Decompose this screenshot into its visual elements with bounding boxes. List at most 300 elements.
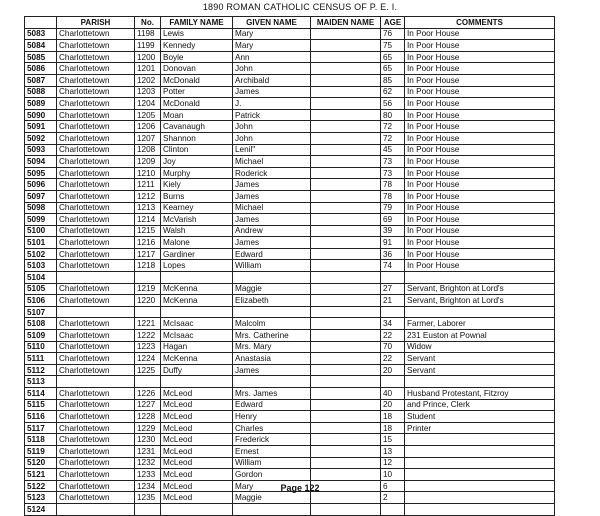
comments-cell: In Poor House <box>405 156 555 168</box>
family-name-cell: McLeod <box>161 422 233 434</box>
maiden-name-cell <box>311 434 381 446</box>
entry-number: 1203 <box>135 86 161 98</box>
maiden-name-cell <box>311 422 381 434</box>
entry-number: 1233 <box>135 469 161 481</box>
family-name-cell: Donovan <box>161 63 233 75</box>
parish-cell: Charlottetown <box>57 353 135 365</box>
entry-number: 1210 <box>135 167 161 179</box>
family-name-cell <box>161 503 233 515</box>
comments-cell: In Poor House <box>405 248 555 260</box>
entry-number: 1223 <box>135 341 161 353</box>
maiden-name-cell <box>311 283 381 295</box>
family-name-cell: Malone <box>161 237 233 249</box>
parish-cell: Charlottetown <box>57 86 135 98</box>
parish-cell: Charlottetown <box>57 156 135 168</box>
given-name-cell <box>233 376 311 388</box>
entry-number: 1235 <box>135 492 161 504</box>
given-name-cell: Mary <box>233 40 311 52</box>
given-name-cell: Patrick <box>233 109 311 121</box>
given-name-cell: Frederick <box>233 434 311 446</box>
entry-number: 1206 <box>135 121 161 133</box>
age-cell <box>381 306 405 318</box>
comments-cell: 231 Euston at Pownal <box>405 330 555 342</box>
parish-cell: Charlottetown <box>57 40 135 52</box>
given-name-cell: Mrs. James <box>233 388 311 400</box>
family-name-cell: Kennedy <box>161 40 233 52</box>
maiden-name-cell <box>311 306 381 318</box>
census-table <box>24 16 555 516</box>
given-name-cell: Maggie <box>233 492 311 504</box>
comments-cell: In Poor House <box>405 132 555 144</box>
table-row <box>25 260 555 272</box>
age-cell: 56 <box>381 98 405 110</box>
table-row <box>25 144 555 156</box>
age-cell: 13 <box>381 445 405 457</box>
entry-number: 1214 <box>135 214 161 226</box>
entry-number: 1202 <box>135 74 161 86</box>
entry-number: 1216 <box>135 237 161 249</box>
parish-cell: Charlottetown <box>57 341 135 353</box>
comments-cell: In Poor House <box>405 225 555 237</box>
family-name-cell: Boyle <box>161 51 233 63</box>
given-name-cell: Ernest <box>233 445 311 457</box>
row-number: 5122 <box>25 480 57 492</box>
entry-number: 1212 <box>135 190 161 202</box>
parish-cell <box>57 376 135 388</box>
row-number: 5092 <box>25 132 57 144</box>
age-cell: 22 <box>381 330 405 342</box>
row-number: 5119 <box>25 445 57 457</box>
maiden-name-cell <box>311 399 381 411</box>
given-name-cell: John <box>233 132 311 144</box>
family-name-cell: Duffy <box>161 364 233 376</box>
comments-cell <box>405 434 555 446</box>
table-row <box>25 330 555 342</box>
family-name-cell: McLeod <box>161 445 233 457</box>
entry-number: 1234 <box>135 480 161 492</box>
maiden-name-cell <box>311 364 381 376</box>
maiden-name-cell <box>311 376 381 388</box>
parish-cell: Charlottetown <box>57 388 135 400</box>
row-number: 5112 <box>25 364 57 376</box>
parish-cell: Charlottetown <box>57 399 135 411</box>
comments-cell <box>405 503 555 515</box>
comments-cell: Servant, Brighton at Lord's <box>405 283 555 295</box>
comments-cell: In Poor House <box>405 86 555 98</box>
entry-number: 1217 <box>135 248 161 260</box>
parish-cell: Charlottetown <box>57 179 135 191</box>
table-row <box>25 318 555 330</box>
maiden-name-cell <box>311 144 381 156</box>
header-parish: PARISH <box>57 17 135 29</box>
family-name-cell <box>161 272 233 284</box>
entry-number: 1232 <box>135 457 161 469</box>
parish-cell: Charlottetown <box>57 364 135 376</box>
maiden-name-cell <box>311 109 381 121</box>
age-cell: 78 <box>381 190 405 202</box>
comments-cell <box>405 469 555 481</box>
family-name-cell: Cavanaugh <box>161 121 233 133</box>
family-name-cell: Hagan <box>161 341 233 353</box>
parish-cell: Charlottetown <box>57 422 135 434</box>
comments-cell: In Poor House <box>405 237 555 249</box>
comments-cell: In Poor House <box>405 28 555 40</box>
maiden-name-cell <box>311 388 381 400</box>
parish-cell: Charlottetown <box>57 411 135 423</box>
age-cell: 27 <box>381 283 405 295</box>
age-cell: 2 <box>381 492 405 504</box>
comments-cell: Widow <box>405 341 555 353</box>
table-row <box>25 295 555 307</box>
table-row <box>25 202 555 214</box>
row-number: 5087 <box>25 74 57 86</box>
entry-number: 1227 <box>135 399 161 411</box>
given-name-cell: Mary <box>233 480 311 492</box>
entry-number: 1213 <box>135 202 161 214</box>
parish-cell: Charlottetown <box>57 202 135 214</box>
header-maiden-name: MAIDEN NAME <box>311 17 381 29</box>
header-comments: COMMENTS <box>405 17 555 29</box>
comments-cell: Servant, Brighton at Lord's <box>405 295 555 307</box>
family-name-cell: Joy <box>161 156 233 168</box>
entry-number: 1222 <box>135 330 161 342</box>
row-number: 5114 <box>25 388 57 400</box>
comments-cell <box>405 457 555 469</box>
family-name-cell: McDonald <box>161 74 233 86</box>
age-cell: 85 <box>381 74 405 86</box>
row-number: 5094 <box>25 156 57 168</box>
age-cell: 91 <box>381 237 405 249</box>
comments-cell <box>405 492 555 504</box>
entry-number: 1220 <box>135 295 161 307</box>
table-row <box>25 167 555 179</box>
age-cell: 10 <box>381 469 405 481</box>
maiden-name-cell <box>311 214 381 226</box>
comments-cell: In Poor House <box>405 214 555 226</box>
family-name-cell: McLeod <box>161 388 233 400</box>
family-name-cell: Kearney <box>161 202 233 214</box>
comments-cell: In Poor House <box>405 190 555 202</box>
comments-cell: In Poor House <box>405 40 555 52</box>
entry-number: 1215 <box>135 225 161 237</box>
entry-number <box>135 306 161 318</box>
parish-cell: Charlottetown <box>57 28 135 40</box>
maiden-name-cell <box>311 492 381 504</box>
row-number: 5084 <box>25 40 57 52</box>
given-name-cell: Andrew <box>233 225 311 237</box>
comments-cell: Printer <box>405 422 555 434</box>
given-name-cell: Michael <box>233 156 311 168</box>
table-row <box>25 121 555 133</box>
maiden-name-cell <box>311 28 381 40</box>
given-name-cell: Archibald <box>233 74 311 86</box>
given-name-cell: J. <box>233 98 311 110</box>
table-row <box>25 272 555 284</box>
maiden-name-cell <box>311 179 381 191</box>
entry-number: 1226 <box>135 388 161 400</box>
table-row <box>25 156 555 168</box>
row-number: 5086 <box>25 63 57 75</box>
table-row <box>25 225 555 237</box>
row-number: 5085 <box>25 51 57 63</box>
family-name-cell: Moan <box>161 109 233 121</box>
comments-cell <box>405 272 555 284</box>
maiden-name-cell <box>311 272 381 284</box>
row-number: 5110 <box>25 341 57 353</box>
entry-number: 1201 <box>135 63 161 75</box>
given-name-cell: James <box>233 190 311 202</box>
parish-cell: Charlottetown <box>57 121 135 133</box>
row-number: 5100 <box>25 225 57 237</box>
given-name-cell: Roderick <box>233 167 311 179</box>
parish-cell: Charlottetown <box>57 248 135 260</box>
entry-number: 1229 <box>135 422 161 434</box>
comments-cell: In Poor House <box>405 121 555 133</box>
maiden-name-cell <box>311 74 381 86</box>
table-row <box>25 306 555 318</box>
comments-cell: In Poor House <box>405 109 555 121</box>
given-name-cell: John <box>233 63 311 75</box>
comments-cell: In Poor House <box>405 260 555 272</box>
row-number: 5102 <box>25 248 57 260</box>
comments-cell: In Poor House <box>405 98 555 110</box>
parish-cell: Charlottetown <box>57 74 135 86</box>
comments-cell: In Poor House <box>405 63 555 75</box>
parish-cell: Charlottetown <box>57 109 135 121</box>
maiden-name-cell <box>311 86 381 98</box>
maiden-name-cell <box>311 237 381 249</box>
row-number: 5113 <box>25 376 57 388</box>
row-number: 5104 <box>25 272 57 284</box>
age-cell: 76 <box>381 28 405 40</box>
table-row <box>25 190 555 202</box>
age-cell: 45 <box>381 144 405 156</box>
family-name-cell: McLeod <box>161 411 233 423</box>
maiden-name-cell <box>311 132 381 144</box>
row-number: 5095 <box>25 167 57 179</box>
given-name-cell <box>233 272 311 284</box>
table-row <box>25 283 555 295</box>
parish-cell: Charlottetown <box>57 492 135 504</box>
entry-number: 1221 <box>135 318 161 330</box>
header-given-name: GIVEN NAME <box>233 17 311 29</box>
maiden-name-cell <box>311 469 381 481</box>
parish-cell: Charlottetown <box>57 457 135 469</box>
maiden-name-cell <box>311 156 381 168</box>
age-cell: 70 <box>381 341 405 353</box>
comments-cell: In Poor House <box>405 74 555 86</box>
entry-number: 1218 <box>135 260 161 272</box>
family-name-cell: McKenna <box>161 283 233 295</box>
maiden-name-cell <box>311 341 381 353</box>
parish-cell: Charlottetown <box>57 283 135 295</box>
age-cell: 40 <box>381 388 405 400</box>
maiden-name-cell <box>311 167 381 179</box>
age-cell: 22 <box>381 353 405 365</box>
row-number: 5115 <box>25 399 57 411</box>
maiden-name-cell <box>311 503 381 515</box>
entry-number: 1211 <box>135 179 161 191</box>
given-name-cell <box>233 306 311 318</box>
parish-cell: Charlottetown <box>57 318 135 330</box>
age-cell: 79 <box>381 202 405 214</box>
maiden-name-cell <box>311 248 381 260</box>
family-name-cell: Gardiner <box>161 248 233 260</box>
entry-number: 1230 <box>135 434 161 446</box>
given-name-cell: James <box>233 237 311 249</box>
parish-cell: Charlottetown <box>57 144 135 156</box>
header-age: AGE <box>381 17 405 29</box>
table-row <box>25 74 555 86</box>
family-name-cell <box>161 306 233 318</box>
table-row <box>25 214 555 226</box>
family-name-cell: Lewis <box>161 28 233 40</box>
comments-cell: Farmer, Laborer <box>405 318 555 330</box>
row-number: 5083 <box>25 28 57 40</box>
age-cell: 73 <box>381 167 405 179</box>
family-name-cell: McIsaac <box>161 330 233 342</box>
row-number: 5105 <box>25 283 57 295</box>
table-row <box>25 457 555 469</box>
table-row <box>25 445 555 457</box>
parish-cell: Charlottetown <box>57 190 135 202</box>
row-number: 5117 <box>25 422 57 434</box>
age-cell: 20 <box>381 364 405 376</box>
row-number: 5103 <box>25 260 57 272</box>
family-name-cell: McKenna <box>161 295 233 307</box>
family-name-cell: Shannon <box>161 132 233 144</box>
table-row <box>25 98 555 110</box>
comments-cell: In Poor House <box>405 179 555 191</box>
family-name-cell: McDonald <box>161 98 233 110</box>
given-name-cell: James <box>233 214 311 226</box>
entry-number: 1208 <box>135 144 161 156</box>
given-name-cell: Lenil" <box>233 144 311 156</box>
table-row <box>25 63 555 75</box>
age-cell <box>381 272 405 284</box>
entry-number: 1231 <box>135 445 161 457</box>
age-cell: 72 <box>381 121 405 133</box>
table-row <box>25 411 555 423</box>
comments-cell: In Poor House <box>405 51 555 63</box>
family-name-cell: McLeod <box>161 469 233 481</box>
age-cell: 34 <box>381 318 405 330</box>
row-number: 5123 <box>25 492 57 504</box>
given-name-cell: Edward <box>233 399 311 411</box>
row-number: 5120 <box>25 457 57 469</box>
age-cell: 69 <box>381 214 405 226</box>
age-cell: 78 <box>381 179 405 191</box>
parish-cell: Charlottetown <box>57 225 135 237</box>
given-name-cell: Ann <box>233 51 311 63</box>
maiden-name-cell <box>311 457 381 469</box>
row-number: 5091 <box>25 121 57 133</box>
parish-cell: Charlottetown <box>57 167 135 179</box>
age-cell: 62 <box>381 86 405 98</box>
comments-cell: and Prince, Clerk <box>405 399 555 411</box>
parish-cell: Charlottetown <box>57 214 135 226</box>
given-name-cell: Gordon <box>233 469 311 481</box>
table-row <box>25 341 555 353</box>
age-cell: 21 <box>381 295 405 307</box>
maiden-name-cell <box>311 51 381 63</box>
table-row <box>25 422 555 434</box>
given-name-cell: Anastasia <box>233 353 311 365</box>
table-row <box>25 469 555 481</box>
family-name-cell: Clinton <box>161 144 233 156</box>
row-number: 5090 <box>25 109 57 121</box>
entry-number: 1199 <box>135 40 161 52</box>
row-number: 5098 <box>25 202 57 214</box>
entry-number: 1209 <box>135 156 161 168</box>
maiden-name-cell <box>311 445 381 457</box>
parish-cell: Charlottetown <box>57 260 135 272</box>
header-no: No. <box>135 17 161 29</box>
comments-cell: Servant <box>405 364 555 376</box>
entry-number: 1198 <box>135 28 161 40</box>
row-number: 5089 <box>25 98 57 110</box>
entry-number: 1207 <box>135 132 161 144</box>
given-name-cell: James <box>233 364 311 376</box>
family-name-cell: McLeod <box>161 457 233 469</box>
maiden-name-cell <box>311 190 381 202</box>
parish-cell: Charlottetown <box>57 132 135 144</box>
given-name-cell: Michael <box>233 202 311 214</box>
given-name-cell: Mrs. Catherine <box>233 330 311 342</box>
family-name-cell: McLeod <box>161 492 233 504</box>
parish-cell <box>57 272 135 284</box>
row-number: 5124 <box>25 503 57 515</box>
maiden-name-cell <box>311 225 381 237</box>
row-number: 5106 <box>25 295 57 307</box>
maiden-name-cell <box>311 353 381 365</box>
parish-cell: Charlottetown <box>57 434 135 446</box>
page-title: 1890 ROMAN CATHOLIC CENSUS OF P. E. I. <box>202 2 398 12</box>
family-name-cell: McKenna <box>161 353 233 365</box>
comments-cell: Husband Protestant, Fitzroy <box>405 388 555 400</box>
parish-cell <box>57 306 135 318</box>
age-cell: 39 <box>381 225 405 237</box>
age-cell: 18 <box>381 422 405 434</box>
given-name-cell: Mrs. Mary <box>233 341 311 353</box>
entry-number: 1224 <box>135 353 161 365</box>
age-cell: 36 <box>381 248 405 260</box>
family-name-cell: McIsaac <box>161 318 233 330</box>
given-name-cell: Maggie <box>233 283 311 295</box>
age-cell: 6 <box>381 480 405 492</box>
table-row <box>25 179 555 191</box>
entry-number: 1219 <box>135 283 161 295</box>
row-number: 5107 <box>25 306 57 318</box>
maiden-name-cell <box>311 295 381 307</box>
maiden-name-cell <box>311 330 381 342</box>
age-cell: 12 <box>381 457 405 469</box>
parish-cell: Charlottetown <box>57 330 135 342</box>
entry-number <box>135 272 161 284</box>
row-number: 5121 <box>25 469 57 481</box>
table-row <box>25 40 555 52</box>
row-number: 5099 <box>25 214 57 226</box>
family-name-cell: Burns <box>161 190 233 202</box>
family-name-cell: McVarish <box>161 214 233 226</box>
maiden-name-cell <box>311 260 381 272</box>
given-name-cell <box>233 503 311 515</box>
maiden-name-cell <box>311 318 381 330</box>
family-name-cell: Lopes <box>161 260 233 272</box>
entry-number: 1205 <box>135 109 161 121</box>
parish-cell: Charlottetown <box>57 445 135 457</box>
row-number: 5096 <box>25 179 57 191</box>
